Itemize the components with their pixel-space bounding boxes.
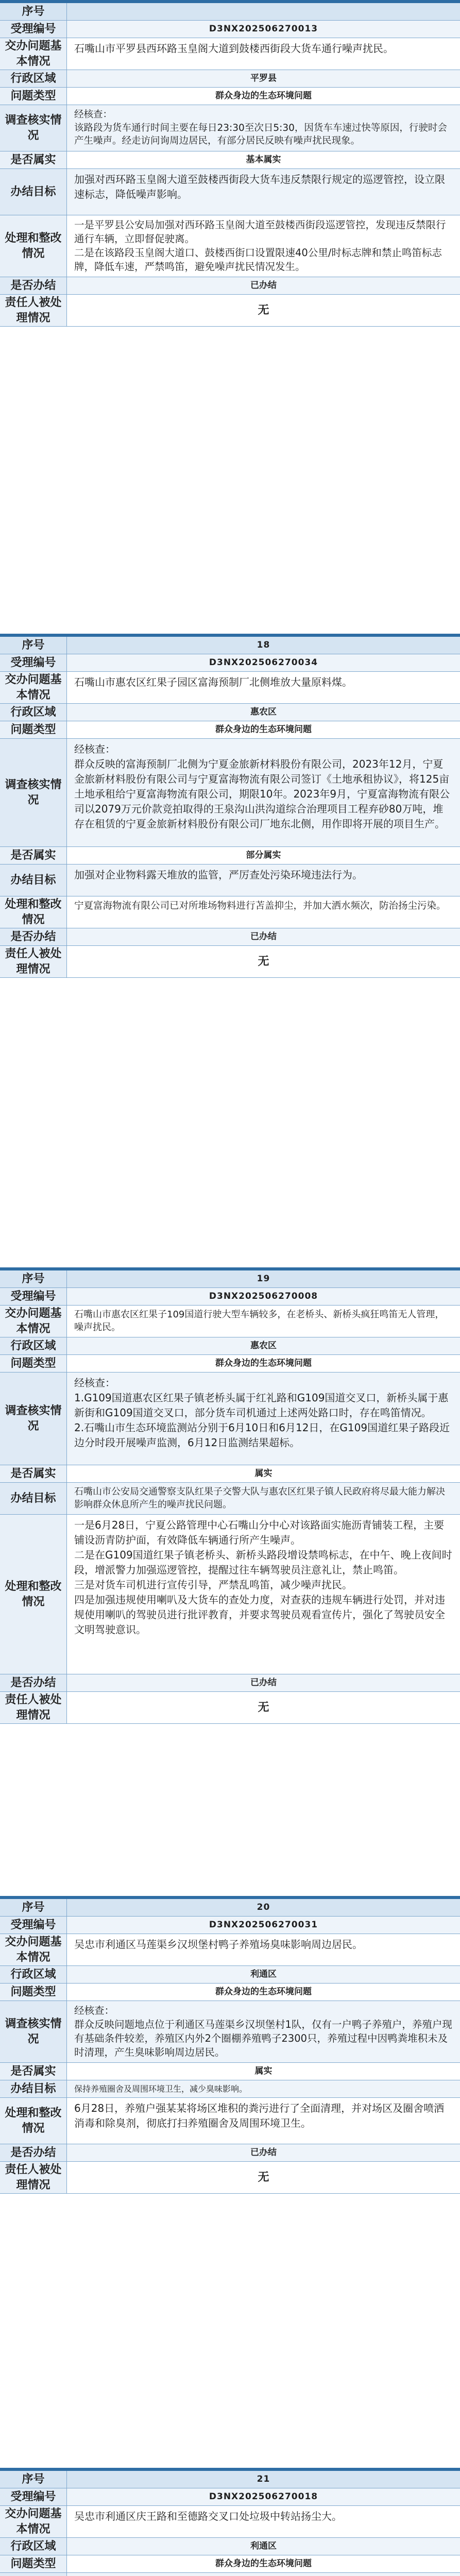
record-card — [0, 2468, 460, 2576]
row-is-true — [0, 151, 460, 169]
value-is-true: 部分属实 — [246, 850, 281, 860]
label-seq: 序号 — [0, 637, 67, 654]
label-investigation — [0, 2573, 67, 2576]
value-seq: 18 — [257, 639, 270, 650]
row-category — [0, 721, 460, 739]
label-accountability: 责任人被处理情况 — [0, 2162, 67, 2193]
label-is-true: 是否属实 — [0, 847, 67, 864]
value-accountability: 无 — [258, 304, 269, 317]
row-seq — [0, 637, 460, 654]
row-goal — [0, 865, 460, 896]
row-district — [0, 2538, 460, 2555]
label-goal: 办结目标 — [0, 1483, 67, 1514]
value-investigation: 经核查： 1.G109国道惠农区红果子镇老桥头属于红礼路和G109国道交叉口，新桥头属于惠新街和G109国道交叉口，部分货车司机通过上述两处路口时，存在鸣笛情况。 2.石嘴山市生态环境监测站分别于6月10日和6月12日，在G109国道红果子路段近边分时段开展噪声监测，6月12日监测结果超标。 — [74, 1377, 450, 1449]
value-goal: 保持养殖圈舍及周围环境卫生，减少臭味影响。 — [74, 2084, 248, 2094]
row-accountability — [0, 1692, 460, 1724]
value-category: 群众身边的生态环境问题 — [215, 724, 312, 735]
row-accountability — [0, 295, 460, 327]
row-goal — [0, 169, 460, 215]
value-is-true: 属实 — [254, 1468, 272, 1479]
row-district — [0, 1966, 460, 1984]
label-accountability: 责任人被处理情况 — [0, 946, 67, 977]
row-case-no — [0, 2488, 460, 2506]
label-case-no: 受理编号 — [0, 1288, 67, 1305]
value-case-no: D3NX202506270031 — [209, 1919, 318, 1930]
label-seq: 序号 — [0, 1899, 67, 1916]
label-is-true: 是否属实 — [0, 1465, 67, 1482]
row-basic-info — [0, 38, 460, 70]
label-completed: 是否办结 — [0, 277, 67, 294]
row-is-true — [0, 847, 460, 865]
value-investigation: 经核查： 群众反映的富海预制厂北侧为宁夏金旅新材料股份有限公司，2023年12月，宁夏金旅新材料股份有限公司与宁夏富海物流有限公司签订《土地承租协议》，将125亩土地承租给宁夏富海物流有限公司，期限10年。2023年9月，宁夏富海物流有限公司以2079万元价款竞拍取得的王泉沟山洪沟道综合治理项目工程弃砂80万吨，堆存在租赁的宁夏金旅新材料股份有限公司厂地东北侧，用作即将开展的项目生产。 — [74, 743, 450, 830]
row-goal — [0, 1483, 460, 1515]
label-district: 行政区域 — [0, 704, 67, 721]
row-investigation — [0, 2001, 460, 2063]
label-accountability: 责任人被处理情况 — [0, 295, 67, 326]
value-case-no: D3NX202506270034 — [209, 657, 318, 668]
row-is-true — [0, 1465, 460, 1483]
label-handling: 处理和整改情况 — [0, 896, 67, 928]
row-district — [0, 704, 460, 721]
row-category — [0, 88, 460, 105]
value-handling: 6月28日，养殖户强某某将场区堆积的粪污进行了全面清理，并对场区及圈舍喷洒消毒和除臭剂，彻底打扫养殖圈舍及周围环境卫生。 — [74, 2102, 445, 2129]
value-case-no: D3NX202506270013 — [209, 23, 318, 34]
row-seq — [0, 1270, 460, 1288]
row-completed — [0, 1674, 460, 1692]
row-handling — [0, 896, 460, 928]
record-card — [0, 0, 460, 327]
row-goal — [0, 2080, 460, 2098]
label-completed: 是否办结 — [0, 2144, 67, 2161]
label-category: 问题类型 — [0, 88, 67, 105]
value-completed: 已办结 — [250, 931, 277, 942]
row-handling — [0, 2098, 460, 2144]
value-district: 平罗县 — [250, 73, 277, 83]
value-accountability: 无 — [258, 1701, 269, 1714]
value-accountability: 无 — [258, 2171, 269, 2184]
row-investigation — [0, 739, 460, 847]
value-district: 利通区 — [250, 1969, 277, 1979]
value-completed: 已办结 — [250, 280, 277, 291]
row-district — [0, 1337, 460, 1355]
label-basic-info: 交办问题基本情况 — [0, 2506, 67, 2537]
value-is-true: 基本属实 — [246, 154, 281, 165]
label-seq: 序号 — [0, 2471, 67, 2488]
value-goal: 加强对西环路玉皇阁大道至鼓楼西街段大货车违反禁限行规定的巡逻管控，设立限速标志，降低噪声影响。 — [74, 173, 445, 200]
label-seq: 序号 — [0, 3, 67, 20]
value-accountability: 无 — [258, 955, 269, 968]
label-is-true: 是否属实 — [0, 151, 67, 168]
row-basic-info — [0, 1934, 460, 1966]
value-seq: 21 — [257, 2473, 270, 2484]
label-case-no: 受理编号 — [0, 1917, 67, 1934]
value-district: 惠农区 — [250, 706, 277, 717]
value-case-no: D3NX202506270008 — [209, 1291, 318, 1301]
label-investigation: 调查核实情况 — [0, 739, 67, 846]
label-investigation: 调查核实情况 — [0, 105, 67, 151]
label-handling: 处理和整改情况 — [0, 2098, 67, 2144]
value-basic-info: 石嘴山市惠农区红果子园区富海预制厂北侧堆放大量原料煤。 — [74, 676, 352, 688]
label-basic-info: 交办问题基本情况 — [0, 672, 67, 703]
row-case-no — [0, 654, 460, 672]
label-district: 行政区域 — [0, 70, 67, 87]
label-case-no: 受理编号 — [0, 21, 67, 38]
row-seq — [0, 1899, 460, 1917]
label-investigation: 调查核实情况 — [0, 2001, 67, 2062]
value-basic-info: 石嘴山市平罗县西环路玉皇阁大道到鼓楼西街段大货车通行噪声扰民。 — [74, 42, 394, 55]
row-district — [0, 70, 460, 88]
label-goal: 办结目标 — [0, 169, 67, 215]
label-handling: 处理和整改情况 — [0, 1515, 67, 1674]
row-basic-info — [0, 1306, 460, 1337]
row-handling — [0, 215, 460, 277]
label-goal: 办结目标 — [0, 2080, 67, 2097]
row-category — [0, 1355, 460, 1372]
value-category: 群众身边的生态环境问题 — [215, 1986, 312, 1997]
record-card — [0, 1896, 460, 2194]
row-seq — [0, 3, 460, 21]
record-card — [0, 1267, 460, 1724]
value-investigation: 经核查： 群众反映问题地点位于利通区马莲渠乡汉坝堡村1队，仅有一户鸭子养殖户，养殖户现有基础条件较差，养殖区内外2个圈棚养殖鸭子2300只，养殖过程中因鸭粪堆积未及时清理，产生臭味影响周边居民。 — [74, 2005, 452, 2058]
label-category: 问题类型 — [0, 2555, 67, 2572]
label-district: 行政区域 — [0, 1337, 67, 1354]
row-accountability — [0, 2162, 460, 2194]
label-district: 行政区域 — [0, 1966, 67, 1983]
label-category: 问题类型 — [0, 721, 67, 738]
value-investigation — [67, 2573, 460, 2576]
value-category: 群众身边的生态环境问题 — [215, 2558, 312, 2569]
value-case-no: D3NX202506270018 — [209, 2491, 318, 2502]
row-investigation — [0, 1372, 460, 1465]
label-basic-info: 交办问题基本情况 — [0, 38, 67, 70]
value-goal: 石嘴山市公安局交通警察支队红果子交警大队与惠农区红果子镇人民政府将尽最大能力解决影响群众休息所产生的噪声扰民问题。 — [74, 1486, 445, 1510]
label-accountability: 责任人被处理情况 — [0, 1692, 67, 1723]
value-district: 利通区 — [250, 2540, 277, 2551]
row-investigation — [0, 105, 460, 151]
label-category: 问题类型 — [0, 1355, 67, 1372]
label-is-true: 是否属实 — [0, 2063, 67, 2080]
row-completed — [0, 2144, 460, 2162]
label-investigation: 调查核实情况 — [0, 1372, 67, 1465]
label-district: 行政区域 — [0, 2538, 67, 2555]
value-completed: 已办结 — [250, 1677, 277, 1688]
label-goal: 办结目标 — [0, 865, 67, 896]
label-handling: 处理和整改情况 — [0, 215, 67, 277]
row-accountability — [0, 946, 460, 978]
value-investigation: 经核查： 该路段为货车通行时间主要在每日23:30至次日5:30，因货车车速过快等原因，行驶时会产生噪声。经走访问询周边居民，有部分居民反映有噪声扰民现象。 — [74, 109, 447, 147]
value-district: 惠农区 — [250, 1340, 277, 1351]
value-basic-info: 吴忠市利通区庆王路和至德路交叉口处垃圾中转站扬尘大。 — [74, 2510, 342, 2522]
value-seq — [67, 3, 460, 20]
row-seq — [0, 2471, 460, 2488]
row-basic-info — [0, 672, 460, 704]
label-completed: 是否办结 — [0, 928, 67, 945]
label-case-no: 受理编号 — [0, 2488, 67, 2505]
row-category — [0, 1984, 460, 2001]
label-completed: 是否办结 — [0, 1674, 67, 1691]
value-seq: 19 — [257, 1273, 270, 1284]
value-category: 群众身边的生态环境问题 — [215, 1358, 312, 1368]
label-case-no: 受理编号 — [0, 654, 67, 671]
label-seq: 序号 — [0, 1270, 67, 1287]
row-is-true — [0, 2063, 460, 2080]
label-category: 问题类型 — [0, 1984, 67, 2001]
value-basic-info: 吴忠市利通区马莲渠乡汉坝堡村鸭子养殖场臭味影响周边居民。 — [74, 1938, 363, 1951]
row-completed — [0, 928, 460, 946]
value-seq: 20 — [257, 1902, 270, 1912]
record-card — [0, 634, 460, 978]
value-completed: 已办结 — [250, 2147, 277, 2158]
value-handling: 一是6月28日，宁夏公路管理中心石嘴山分中心对该路面实施沥青铺装工程，主要铺设沥青防护面，有效降低车辆通行所产生噪声。 二是在G109国道红果子镇老桥头、新桥头路段增设禁鸣标志，在中午、晚上夜间时段，增派警力加强巡逻管控，提醒过往车辆驾驶员注意礼让，禁止鸣笛。 三是对货车司机进行宣传引导，严禁乱鸣笛，减少噪声扰民。 四是加强违规使用喇叭及大货车的查处力度，对查获的违规车辆进行处罚，并对违规使用喇叭的驾驶员进行批评教育，并要求驾驶员观看宣传片，强化了驾驶员安全文明驾驶意识。 — [74, 1519, 452, 1636]
value-basic-info: 石嘴山市惠农区红果子109国道行驶大型车辆较多，在老桥头、新桥头疯狂鸣笛无人管理，噪声扰民。 — [74, 1309, 445, 1333]
row-basic-info — [0, 2506, 460, 2538]
value-handling: 一是平罗县公安局加强对西环路玉皇阁大道至鼓楼西街段巡逻管控，发现违反禁限行通行车辆，立即督促驶离。 二是在该路段玉皇阁大道口、鼓楼西街口设置限速40公里/时标志牌和禁止鸣笛标志牌，降低车速，严禁鸣笛，避免噪声扰民情况发生。 — [74, 219, 446, 273]
row-case-no — [0, 1288, 460, 1306]
row-case-no — [0, 1917, 460, 1934]
label-basic-info: 交办问题基本情况 — [0, 1934, 67, 1965]
value-category: 群众身边的生态环境问题 — [215, 90, 312, 101]
value-handling: 宁夏富海物流有限公司已对所堆场物料进行苫盖抑尘，并加大洒水频次，防治扬尘污染。 — [74, 901, 446, 911]
row-case-no — [0, 21, 460, 38]
row-investigation — [0, 2573, 460, 2576]
label-basic-info: 交办问题基本情况 — [0, 1306, 67, 1337]
row-category — [0, 2555, 460, 2573]
row-handling — [0, 1515, 460, 1674]
row-completed — [0, 277, 460, 295]
value-is-true: 属实 — [254, 2065, 272, 2076]
value-goal: 加强对企业物料露天堆放的监管，严厉查处污染环境违法行为。 — [74, 869, 363, 881]
